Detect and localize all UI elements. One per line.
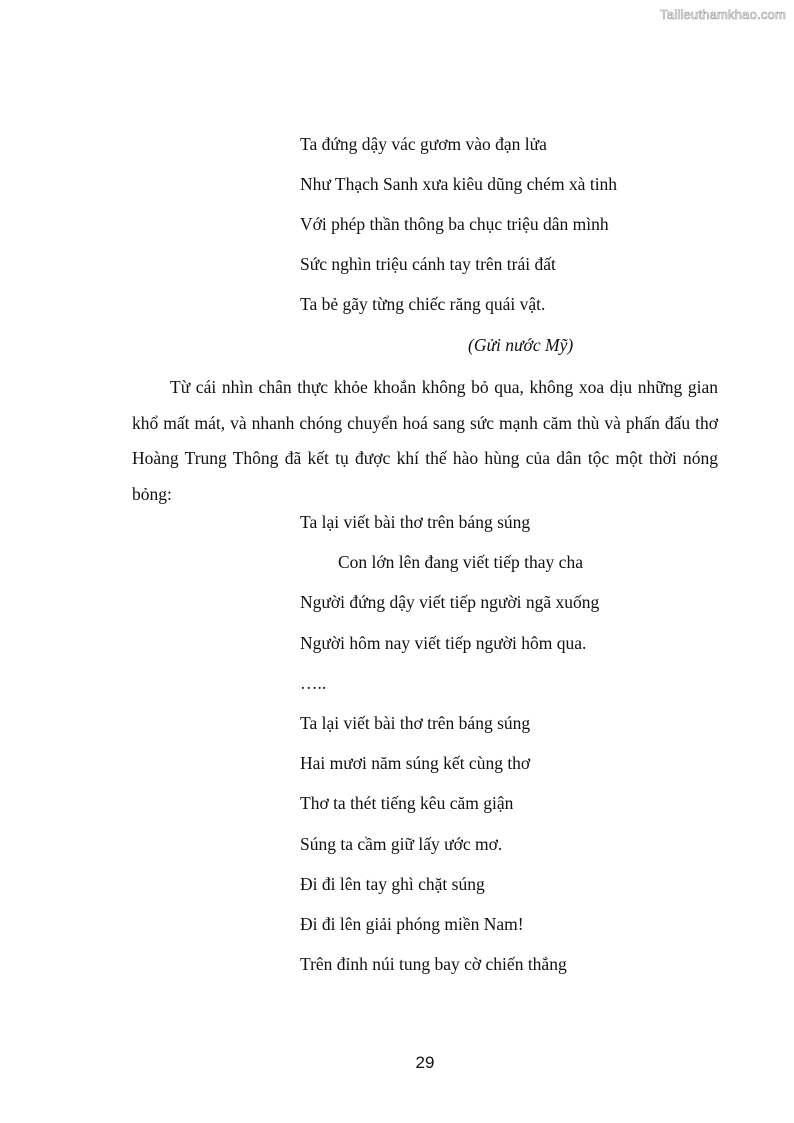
- verse-line: Ta bẻ gãy từng chiếc răng quái vật.: [300, 294, 546, 314]
- verse-line: Trên đỉnh núi tung bay cờ chiến thắng: [300, 954, 567, 974]
- verse-line: Con lớn lên đang viết tiếp thay cha: [338, 552, 583, 572]
- verse-line: Với phép thần thông ba chục triệu dân mình: [300, 214, 609, 234]
- watermark-text: Tailieuthamkhao.com: [660, 7, 786, 22]
- verse-line: Đi đi lên giải phóng miền Nam!: [300, 914, 524, 934]
- page-number: 29: [415, 1053, 435, 1072]
- verse-line: Hai mươi năm súng kết cùng thơ: [300, 753, 531, 773]
- verse-line: Ta lại viết bài thơ trên báng súng: [300, 512, 531, 532]
- verse-line: Thơ ta thét tiếng kêu căm giận: [300, 793, 514, 813]
- verse-line: Người đứng dậy viết tiếp người ngã xuống: [300, 592, 600, 612]
- verse-line: Như Thạch Sanh xưa kiêu dũng chém xà tinh: [300, 174, 618, 194]
- poem-source-caption: (Gửi nước Mỹ): [468, 335, 574, 355]
- verse-line: Ta đứng dậy vác gươm vào đạn lửa: [300, 134, 547, 154]
- verse-line: Sức nghìn triệu cánh tay trên trái đất: [300, 254, 556, 274]
- body-paragraph: Từ cái nhìn chân thực khỏe khoắn không bỏ qua, không xoa dịu những gian khổ mất mát, và nhanh chóng chuyển hoá sang sức mạnh căm thù và phấn đấu thơ Hoàng Trung Thông đã kết tụ được khí thế hào hùng của dân tộc một thời nóng bỏng:: [132, 377, 718, 504]
- verse-line: Súng ta cầm giữ lấy ước mơ.: [300, 834, 503, 854]
- verse-line: Đi đi lên tay ghì chặt súng: [300, 874, 485, 894]
- verse-line: Ta lại viết bài thơ trên báng súng: [300, 713, 531, 733]
- verse-line: Người hôm nay viết tiếp người hôm qua.: [300, 633, 587, 653]
- ellipsis-line: …..: [300, 673, 327, 693]
